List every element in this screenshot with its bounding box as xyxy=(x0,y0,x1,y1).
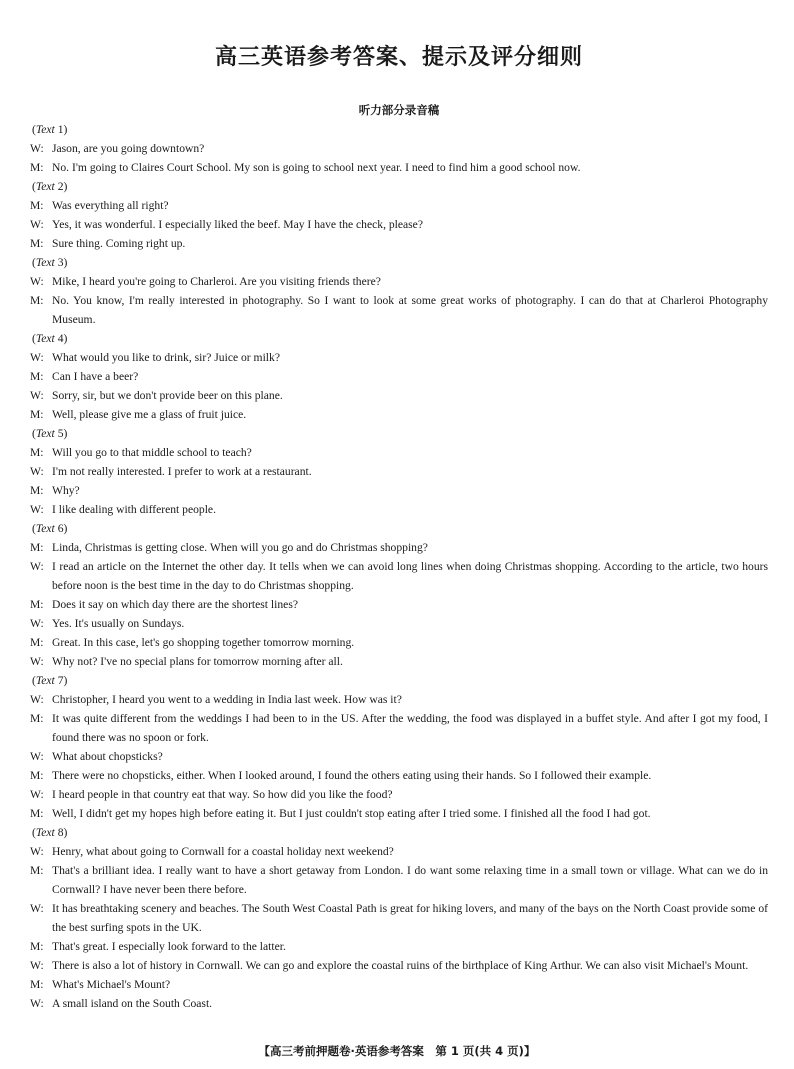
dialog-line xyxy=(30,348,768,367)
dialog-line xyxy=(30,595,768,614)
speaker-label: M: xyxy=(30,161,44,174)
paren-close: ) xyxy=(63,256,68,269)
paren-close: ) xyxy=(63,522,68,535)
speaker-label: M: xyxy=(30,199,44,212)
dialog-text: I read an article on the Internet the other day. It tells when we can avoid long lines when doing Christmas shopping. According to the article, two hours before noon is the best time in the day to do Christmas shopping. xyxy=(52,560,768,592)
dialog-line xyxy=(30,804,768,823)
speaker-label: M: xyxy=(30,864,44,877)
dialog-text: No. I'm going to Claires Court School. My son is going to school next year. I need to find him a good school now. xyxy=(52,161,581,174)
dialog-text: Yes, it was wonderful. I especially liked the beef. May I have the check, please? xyxy=(52,218,423,231)
dialog-text: Does it say on which day there are the shortest lines? xyxy=(52,598,298,611)
text-section-label xyxy=(30,519,768,538)
text-section-label xyxy=(30,424,768,443)
speaker-label: W: xyxy=(30,788,44,801)
speaker-label: M: xyxy=(30,807,44,820)
dialog-text: What would you like to drink, sir? Juice or milk? xyxy=(52,351,280,364)
page-footer: 【高三考前押题卷·英语参考答案 第 1 页(共 4 页)】 xyxy=(258,1044,536,1058)
dialog-line xyxy=(30,785,768,804)
speaker-label: M: xyxy=(30,408,44,421)
dialog-line xyxy=(30,386,768,405)
dialog-line xyxy=(30,500,768,519)
dialog-line xyxy=(30,861,768,899)
dialog-line xyxy=(30,158,768,177)
dialog-text: Mike, I heard you're going to Charleroi. Are you visiting friends there? xyxy=(52,275,381,288)
text-label-word: Text xyxy=(35,123,55,136)
page-title: 高三英语参考答案、提示及评分细则 xyxy=(214,45,583,70)
speaker-label: M: xyxy=(30,237,44,250)
paren-open: ( xyxy=(32,256,36,269)
dialog-text: Sure thing. Coming right up. xyxy=(52,237,186,250)
dialog-line xyxy=(30,633,768,652)
dialog-text: It was quite different from the weddings I had been to in the US. After the wedding, the food was displayed in a buffet style. And after I got my food, I found there was no spoon or fork. xyxy=(52,712,768,744)
dialog-line xyxy=(30,557,768,595)
text-label-number: 3 xyxy=(57,256,64,269)
speaker-label: W: xyxy=(30,655,44,668)
dialog-line xyxy=(30,994,768,1013)
text-section-label xyxy=(30,329,768,348)
dialog-text: Will you go to that middle school to teach? xyxy=(52,446,252,459)
section-heading: 听力部分录音稿 xyxy=(358,103,440,117)
dialog-line xyxy=(30,481,768,500)
dialog-text: There were no chopsticks, either. When I looked around, I found the others eating using their hands. So I followed their example. xyxy=(52,769,652,782)
speaker-label: W: xyxy=(30,503,44,516)
speaker-label: W: xyxy=(30,693,44,706)
text-label-number: 7 xyxy=(57,674,64,687)
text-label-word: Text xyxy=(35,522,55,535)
dialog-line xyxy=(30,215,768,234)
paren-open: ( xyxy=(32,180,36,193)
paren-open: ( xyxy=(32,427,36,440)
dialog-text: Henry, what about going to Cornwall for a coastal holiday next weekend? xyxy=(52,845,394,858)
paren-open: ( xyxy=(32,332,36,345)
dialog-text: Sorry, sir, but we don't provide beer on this plane. xyxy=(52,389,283,402)
dialog-text: It has breathtaking scenery and beaches. The South West Coastal Path is great for hiking lovers, and many of the bays on the North Coast provide some of the best surfing spots in the UK. xyxy=(52,902,768,934)
dialog-line xyxy=(30,234,768,253)
speaker-label: W: xyxy=(30,465,44,478)
paren-close: ) xyxy=(63,674,68,687)
dialog-text: Linda, Christmas is getting close. When will you go and do Christmas shopping? xyxy=(52,541,428,554)
paren-close: ) xyxy=(63,180,68,193)
text-label-word: Text xyxy=(35,674,55,687)
dialog-text: That's great. I especially look forward to the latter. xyxy=(52,940,286,953)
paren-open: ( xyxy=(32,123,36,136)
text-label-number: 8 xyxy=(57,826,64,839)
dialog-text: I'm not really interested. I prefer to work at a restaurant. xyxy=(52,465,312,478)
speaker-label: W: xyxy=(30,142,44,155)
dialog-line xyxy=(30,272,768,291)
dialog-line xyxy=(30,899,768,937)
speaker-label: W: xyxy=(30,351,44,364)
speaker-label: W: xyxy=(30,845,44,858)
dialog-line xyxy=(30,766,768,785)
text-label-word: Text xyxy=(35,826,55,839)
paren-open: ( xyxy=(32,522,36,535)
speaker-label: W: xyxy=(30,959,44,972)
dialog-line xyxy=(30,443,768,462)
speaker-label: M: xyxy=(30,978,44,991)
speaker-label: W: xyxy=(30,560,44,573)
dialog-line xyxy=(30,975,768,994)
dialog-text: Well, please give me a glass of fruit juice. xyxy=(52,408,247,421)
text-label-number: 1 xyxy=(57,123,64,136)
dialog-text: What's Michael's Mount? xyxy=(52,978,171,991)
dialog-text: I heard people in that country eat that way. So how did you like the food? xyxy=(52,788,393,801)
text-section-label xyxy=(30,120,768,139)
dialog-text: Why? xyxy=(52,484,80,497)
dialog-line xyxy=(30,690,768,709)
text-label-number: 4 xyxy=(57,332,64,345)
speaker-label: W: xyxy=(30,997,44,1010)
dialog-line xyxy=(30,709,768,747)
speaker-label: W: xyxy=(30,750,44,763)
dialog-text: Was everything all right? xyxy=(52,199,169,212)
dialog-text: Well, I didn't get my hopes high before eating it. But I just couldn't stop eating after I tried some. I finished all the food I had got. xyxy=(52,807,651,820)
transcript-body xyxy=(30,120,768,1013)
dialog-text: Can I have a beer? xyxy=(52,370,139,383)
dialog-line xyxy=(30,937,768,956)
paren-open: ( xyxy=(32,674,36,687)
dialog-line xyxy=(30,462,768,481)
speaker-label: M: xyxy=(30,446,44,459)
dialog-line xyxy=(30,196,768,215)
dialog-line xyxy=(30,747,768,766)
dialog-text: Yes. It's usually on Sundays. xyxy=(52,617,185,630)
text-section-label xyxy=(30,671,768,690)
speaker-label: M: xyxy=(30,370,44,383)
dialog-text: Why not? I've no special plans for tomorrow morning after all. xyxy=(52,655,343,668)
dialog-line xyxy=(30,291,768,329)
dialog-text: A small island on the South Coast. xyxy=(52,997,213,1010)
speaker-label: M: xyxy=(30,636,44,649)
dialog-text: There is also a lot of history in Cornwall. We can go and explore the coastal ruins of the birthplace of King Arthur. We can also visit Michael's Mount. xyxy=(52,959,749,972)
speaker-label: M: xyxy=(30,769,44,782)
paren-close: ) xyxy=(63,332,68,345)
speaker-label: M: xyxy=(30,712,44,725)
speaker-label: M: xyxy=(30,541,44,554)
dialog-text: Christopher, I heard you went to a wedding in India last week. How was it? xyxy=(52,693,402,706)
speaker-label: M: xyxy=(30,940,44,953)
text-label-word: Text xyxy=(35,180,55,193)
text-label-number: 6 xyxy=(57,522,64,535)
text-section-label xyxy=(30,177,768,196)
text-section-label xyxy=(30,823,768,842)
dialog-line xyxy=(30,956,768,975)
paren-open: ( xyxy=(32,826,36,839)
speaker-label: M: xyxy=(30,294,44,307)
speaker-label: W: xyxy=(30,389,44,402)
paren-close: ) xyxy=(63,826,68,839)
dialog-text: That's a brilliant idea. I really want to have a short getaway from London. I do want some relaxing time in a small town or village. What can we do in Cornwall? I have never been there before. xyxy=(52,864,768,896)
speaker-label: W: xyxy=(30,617,44,630)
speaker-label: W: xyxy=(30,275,44,288)
dialog-text: I like dealing with different people. xyxy=(52,503,216,516)
dialog-line xyxy=(30,614,768,633)
dialog-line xyxy=(30,139,768,158)
text-label-word: Text xyxy=(35,427,55,440)
text-label-number: 5 xyxy=(57,427,64,440)
dialog-text: What about chopsticks? xyxy=(52,750,163,763)
dialog-line xyxy=(30,405,768,424)
dialog-line xyxy=(30,652,768,671)
text-label-number: 2 xyxy=(57,180,64,193)
dialog-text: Great. In this case, let's go shopping together tomorrow morning. xyxy=(52,636,355,649)
paren-close: ) xyxy=(63,427,68,440)
dialog-line xyxy=(30,367,768,386)
speaker-label: W: xyxy=(30,902,44,915)
speaker-label: M: xyxy=(30,598,44,611)
text-label-word: Text xyxy=(35,256,55,269)
dialog-text: Jason, are you going downtown? xyxy=(52,142,205,155)
paren-close: ) xyxy=(63,123,68,136)
dialog-line xyxy=(30,842,768,861)
speaker-label: W: xyxy=(30,218,44,231)
dialog-line xyxy=(30,538,768,557)
text-label-word: Text xyxy=(35,332,55,345)
speaker-label: M: xyxy=(30,484,44,497)
text-section-label xyxy=(30,253,768,272)
dialog-text: No. You know, I'm really interested in photography. So I want to look at some great works of photography. I can do that at Charleroi Photography Museum. xyxy=(52,294,768,326)
